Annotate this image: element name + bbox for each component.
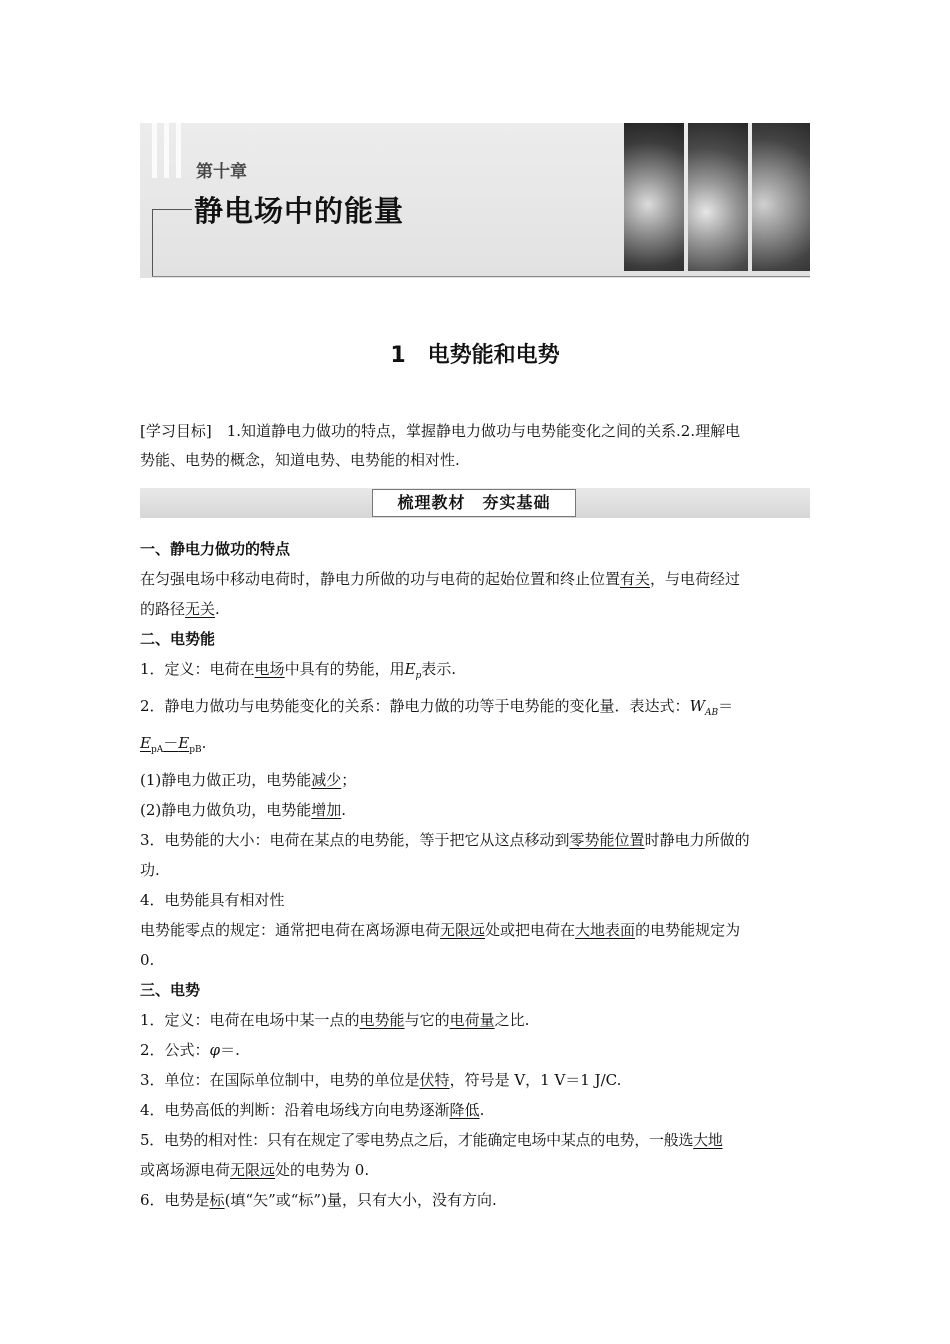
paragraph: 或离场源电荷无限远处的电势为 0. — [140, 1161, 370, 1179]
list-item: 5．电势的相对性：只有在规定了零电势点之后，才能确定电场中某点的电势，一般选大地 — [140, 1131, 723, 1149]
paragraph: 电势能零点的规定：通常把电荷在离场源电荷无限远处或把电荷在大地表面的电势能规定为 — [140, 921, 741, 939]
tunnel-photo-2 — [688, 123, 748, 271]
list-item: 3．电势能的大小：电荷在某点的电势能，等于把它从这点移动到零势能位置时静电力所做的 — [140, 831, 750, 849]
list-item: 6．电势是标(填“矢”或“标”)量，只有大小，没有方向. — [140, 1191, 497, 1209]
list-item: 2．静电力做功与电势能变化的关系：静电力做的功等于电势能的变化量．表达式：$W_{AB}=$ — [140, 697, 734, 718]
tunnel-photo-3 — [752, 123, 810, 271]
chapter-number: 第十章 — [196, 162, 247, 182]
tunnel-photo-1 — [624, 123, 684, 271]
goals-text-continued: 势能、电势的概念，知道电势、电势能的相对性. — [140, 451, 460, 469]
list-item: 3．单位：在国际单位制中，电势的单位是伏特，符号是 V，1 V＝1 J/C. — [140, 1071, 622, 1089]
list-item: 4．电势能具有相对性 — [140, 891, 285, 909]
formula-line: $E_{pA}-E_{pB}$. — [140, 734, 207, 755]
list-item: 1．定义：电荷在电场中某一点的电势能与它的电荷量之比. — [140, 1011, 530, 1029]
section-bar-label: 梳理教材 夯实基础 — [372, 489, 576, 517]
goals-label: [学习目标] — [140, 422, 212, 440]
chapter-banner — [140, 123, 810, 278]
list-item: 2．公式：φ＝. — [140, 1041, 240, 1059]
list-item: (1)静电力做正功，电势能减少； — [140, 771, 357, 789]
section-heading-3: 三、电势 — [140, 981, 201, 999]
section-heading-2: 二、电势能 — [140, 630, 216, 648]
paragraph: 的路径无关. — [140, 600, 220, 618]
learning-goals — [140, 417, 810, 475]
section-heading-1: 一、静电力做功的特点 — [140, 540, 291, 558]
list-item: 4．电势高低的判断：沿着电场线方向电势逐渐降低. — [140, 1101, 485, 1119]
banner-rule-vertical — [152, 209, 153, 277]
banner-rule — [152, 209, 192, 210]
goals-text: 1.知道静电力做功的特点，掌握静电力做功与电势能变化之间的关系.2.理解电 — [211, 422, 741, 440]
paragraph: 在匀强电场中移动电荷时，静电力所做的功与电荷的起始位置和终止位置有关，与电荷经过 — [140, 570, 741, 588]
main-content — [140, 534, 810, 1215]
paragraph: 功. — [140, 861, 160, 879]
lesson-title: 1 电势能和电势 — [390, 343, 560, 368]
list-item: 1．定义：电荷在电场中具有的势能，用$E_p$表示. — [140, 660, 457, 681]
chapter-title: 静电场中的能量 — [194, 194, 405, 228]
list-item: (2)静电力做负功，电势能增加. — [140, 801, 347, 819]
paragraph: 0. — [140, 951, 155, 969]
banner-rule-bottom — [152, 276, 810, 277]
banner-stripes — [152, 123, 188, 183]
